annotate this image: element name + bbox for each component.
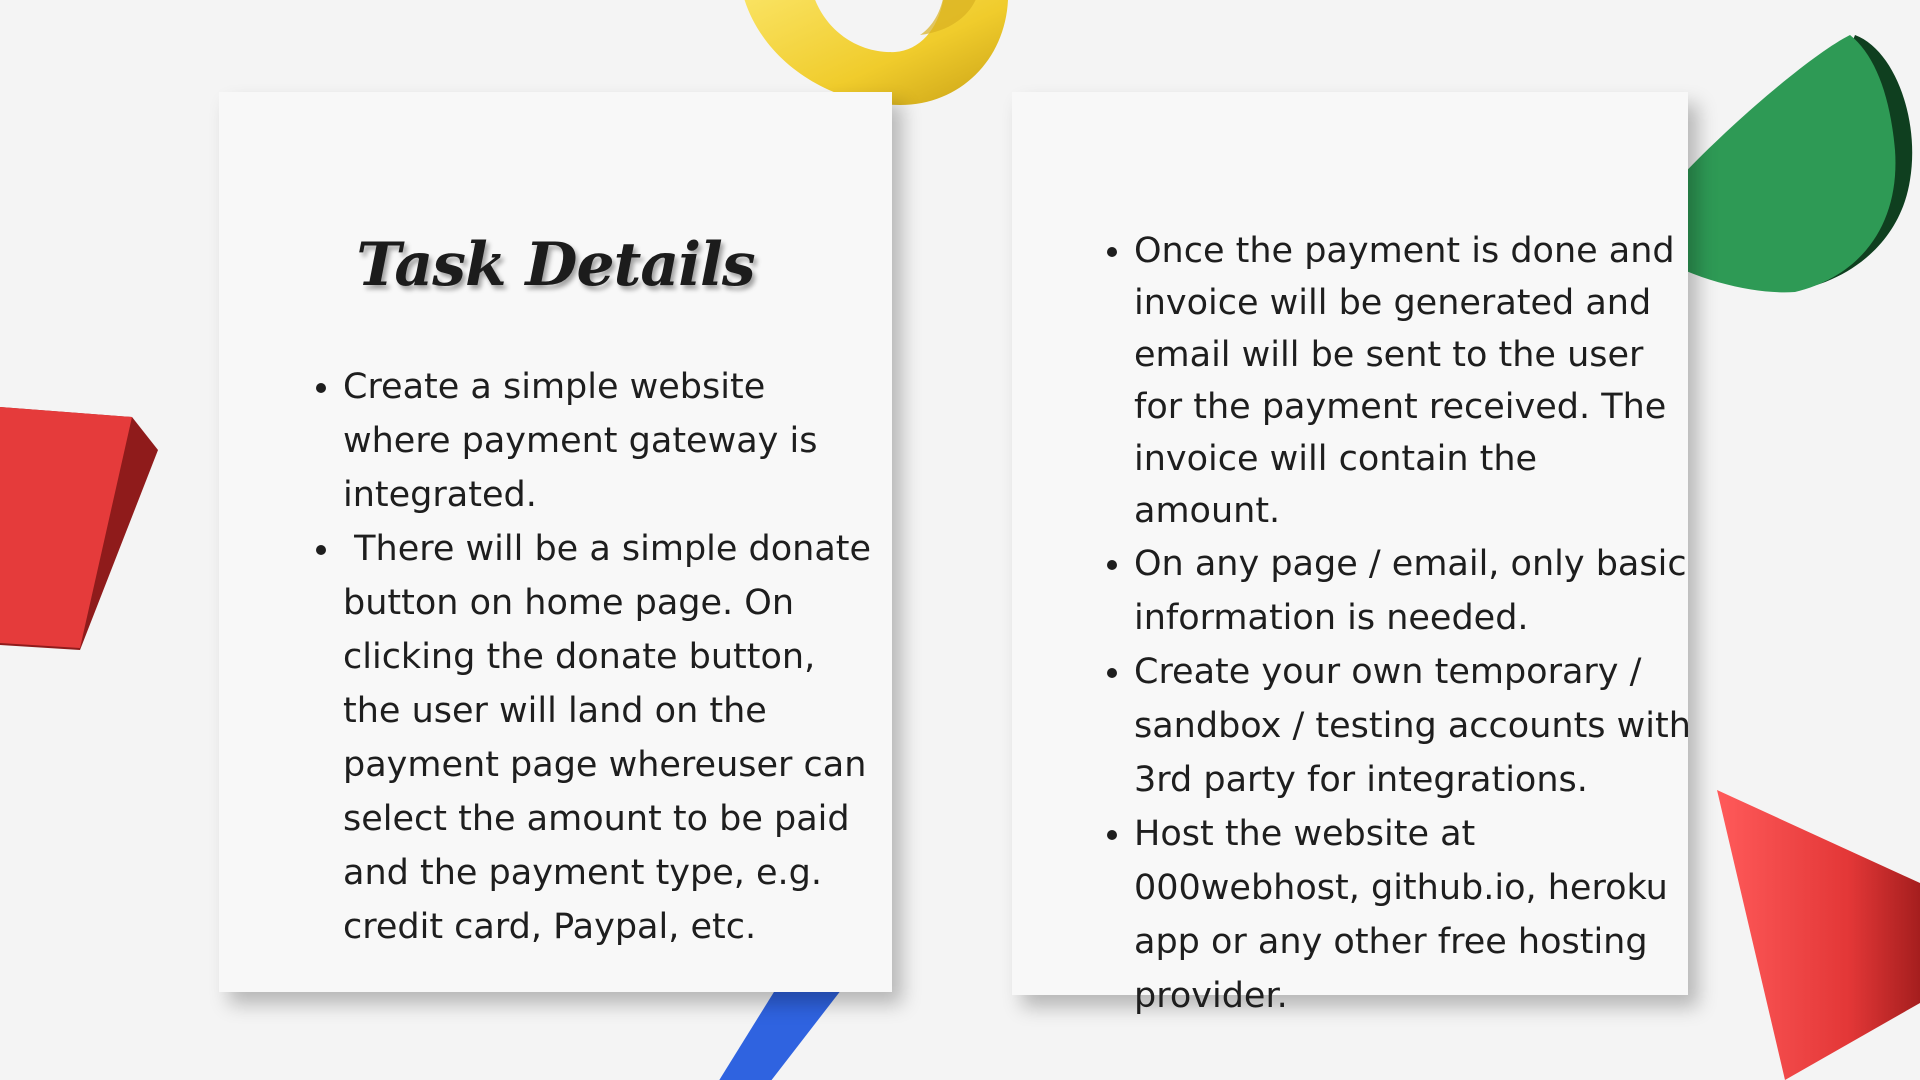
list-item: • Host the website at 000webhost, github.io, heroku app or any other free hosting provider. (1134, 807, 1694, 1023)
red-block-shape (0, 405, 160, 650)
task-list (313, 360, 883, 954)
task-details-card (219, 92, 892, 992)
list-item: • There will be a simple donate button on home page. On clicking the donate button, the user will land on the payment page whereuser can select the amount to be paid and the payment type, e.g. credit card, Paypal, etc. (343, 522, 883, 954)
list-item: • Create your own temporary / sandbox / testing accounts with 3rd party for integrations. (1134, 645, 1694, 807)
list-item: • Once the payment is done and invoice will be generated and email will be sent to the user for the payment received. The invoice will contain the amount. (1134, 225, 1694, 537)
requirements-list (1104, 225, 1694, 1023)
card-title: Task Details (356, 230, 755, 300)
list-item: • On any page / email, only basic information is needed. (1134, 537, 1694, 645)
task-requirements-card (1012, 92, 1691, 1016)
red-cone-shape (1715, 788, 1920, 1080)
list-item: • Create a simple website where payment gateway is integrated. (343, 360, 883, 522)
